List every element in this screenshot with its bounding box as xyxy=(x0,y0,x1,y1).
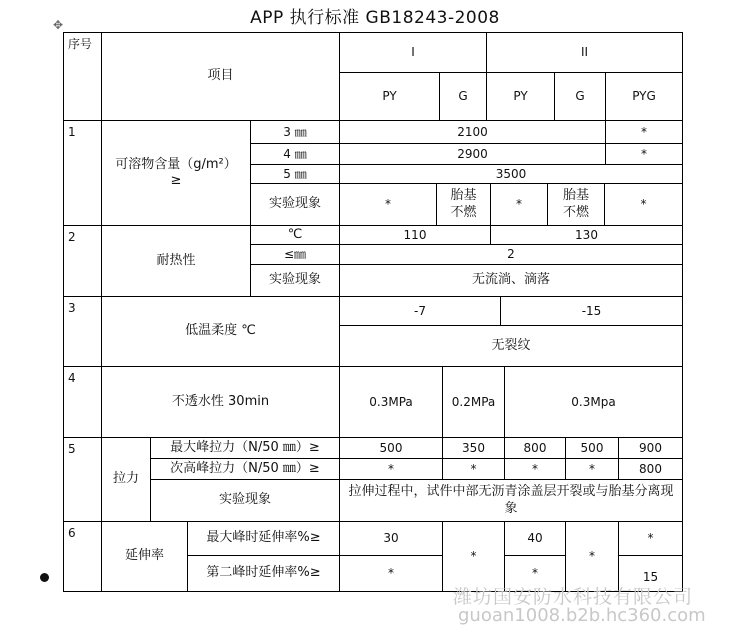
row-5-number: 5 xyxy=(63,437,102,522)
col-header-py-1: PY xyxy=(339,72,440,121)
row-4-number: 4 xyxy=(63,366,102,438)
tensile-max-g-2: 500 xyxy=(565,437,619,459)
col-header-g-2: G xyxy=(554,72,606,121)
tensile-second-label: 次高峰拉力（N/50 ㎜）≥ xyxy=(150,458,340,480)
heat-temp-grade-1: 110 xyxy=(339,225,491,245)
tensile-max-py-1: 500 xyxy=(339,437,443,459)
heat-flow-unit: ≤㎜ xyxy=(250,244,340,265)
low-temp-grade-1: -7 xyxy=(339,296,501,326)
col-header-g-1: G xyxy=(439,72,487,121)
bullet-dot xyxy=(40,573,49,582)
soluble-phenomenon-py-1: * xyxy=(339,183,437,226)
elongation-max-pyg: * xyxy=(618,521,683,556)
col-header-py-2: PY xyxy=(486,72,555,121)
tensile-phenomenon-label: 实验现象 xyxy=(150,479,340,522)
soluble-5mm-value: 3500 xyxy=(339,164,683,184)
impermeability-g-1: 0.2MPa xyxy=(442,366,505,438)
soluble-4mm-value: 2900 xyxy=(339,143,606,165)
thickness-5mm: 5 ㎜ xyxy=(250,164,340,184)
soluble-phenomenon-pyg: * xyxy=(604,183,683,226)
tensile-second-py-2: * xyxy=(504,458,566,480)
heat-temp-grade-2: 130 xyxy=(490,225,683,245)
soluble-4mm-pyg: * xyxy=(605,143,683,165)
thickness-4mm: 4 ㎜ xyxy=(250,143,340,165)
soluble-3mm-value: 2100 xyxy=(339,120,606,144)
tensile-max-py-2: 800 xyxy=(504,437,566,459)
elongation-second-label: 第二峰时延伸率%≥ xyxy=(187,555,340,592)
elongation-second-pyg: 15 xyxy=(618,555,683,592)
tensile-max-pyg: 900 xyxy=(618,437,683,459)
low-temp-result: 无裂纹 xyxy=(339,325,683,367)
row-3-number: 3 xyxy=(63,296,102,367)
elongation-max-py-2: 40 xyxy=(504,521,566,556)
soluble-phenomenon-g-1: 胎基不燃 xyxy=(436,183,491,226)
item-header: 项目 xyxy=(101,32,340,121)
soluble-content-label: 可溶物含量（g/m²）≥ xyxy=(101,120,251,226)
row-2-number: 2 xyxy=(63,225,102,297)
watermark-url: guoan1008.b2b.hc360.com xyxy=(458,605,706,626)
soluble-phenomenon-label: 实验现象 xyxy=(250,183,340,226)
tensile-second-g-2: * xyxy=(565,458,619,480)
watermark-company: 潍坊国安防水科技有限公司 xyxy=(453,586,694,608)
impermeability-grade-2: 0.3Mpa xyxy=(504,366,683,438)
elongation-max-py-1: 30 xyxy=(339,521,443,556)
grade-1-header: I xyxy=(339,32,487,73)
elongation-g-2: * xyxy=(565,521,619,592)
page-title: APP 执行标准 GB18243-2008 xyxy=(250,8,500,28)
tensile-label: 拉力 xyxy=(101,437,151,522)
impermeability-py-1: 0.3MPa xyxy=(339,366,443,438)
tensile-phenomenon-value: 拉伸过程中，试件中部无沥青涂盖层开裂或与胎基分离现象 xyxy=(339,479,683,522)
tensile-second-pyg: 800 xyxy=(618,458,683,480)
soluble-phenomenon-g-2: 胎基不燃 xyxy=(547,183,605,226)
thickness-3mm: 3 ㎜ xyxy=(250,120,340,144)
low-temp-grade-2: -15 xyxy=(500,296,683,326)
row-6-number: 6 xyxy=(63,521,102,592)
seq-header: 序号 xyxy=(63,32,102,121)
col-header-pyg: PYG xyxy=(605,72,683,121)
soluble-phenomenon-py-2: * xyxy=(490,183,548,226)
tensile-max-g-1: 350 xyxy=(442,437,505,459)
soluble-3mm-pyg: * xyxy=(605,120,683,144)
heat-resistance-label: 耐热性 xyxy=(101,225,251,297)
low-temp-flex-label: 低温柔度 ℃ xyxy=(101,296,340,367)
impermeability-label: 不透水性 30min xyxy=(101,366,340,438)
row-1-number: 1 xyxy=(63,120,102,226)
tensile-second-g-1: * xyxy=(442,458,505,480)
heat-phenomenon-label: 实验现象 xyxy=(250,264,340,297)
move-handle-icon[interactable]: ✥ xyxy=(52,18,64,32)
elongation-second-py-1: * xyxy=(339,555,443,592)
elongation-second-py-2: * xyxy=(504,555,566,592)
tensile-max-label: 最大峰拉力（N/50 ㎜）≥ xyxy=(150,437,340,459)
heat-phenomenon-value: 无流淌、滴落 xyxy=(339,264,683,297)
heat-flow-value: 2 xyxy=(339,244,683,265)
elongation-max-label: 最大峰时延伸率%≥ xyxy=(187,521,340,556)
tensile-second-py-1: * xyxy=(339,458,443,480)
elongation-label: 延伸率 xyxy=(101,521,188,592)
elongation-g-1: * xyxy=(442,521,505,592)
heat-temp-unit: ℃ xyxy=(250,225,340,245)
grade-2-header: II xyxy=(486,32,683,73)
